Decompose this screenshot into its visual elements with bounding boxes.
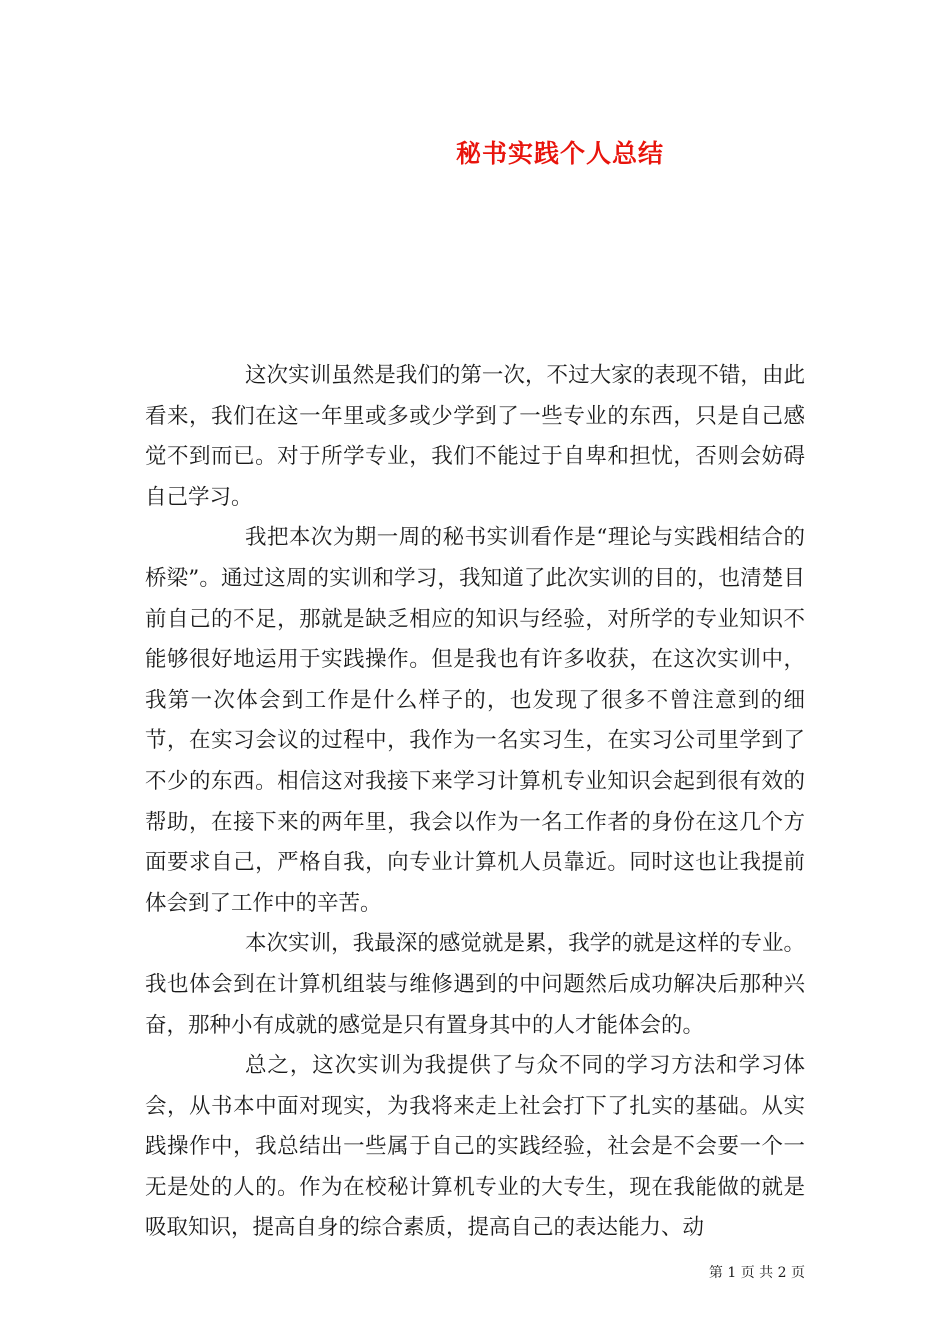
paragraph: 总之，这次实训为我提供了与众不同的学习方法和学习体会，从书本中面对现实，为我将来走上社会打下了扎实的基础。从实践操作中，我总结出一些属于自己的实践经验，社会是不会要一个一无是处的人的。作为在校秘计算机专业的大专生，现在我能做的就是吸取知识，提高自身的综合素质，提高自己的表达能力、动 bbox=[145, 1053, 805, 1241]
page-number-footer: 第 1 页 共 2 页 bbox=[708, 1265, 805, 1281]
paragraph: 我把本次为期一周的秘书实训看作是“理论与实践相结合的桥梁”。通过这周的实训和学习，我知道了此次实训的目的，也清楚目前自己的不足，那就是缺乏相应的知识与经验，对所学的专业知识不能够很好地运用于实践操作。但是我也有许多收获，在这次实训中，我第一次体会到工作是什么样子的，也发现了很多不曾注意到的细节，在实习会议的过程中，我作为一名实习生，在实习公司里学到了不少的东西。相信这对我接下来学习计算机专业知识会起到很有效的帮助，在接下来的两年里，我会以作为一名工作者的身份在这几个方面要求自己，严格自我，向专业计算机人员靠近。同时这也让我提前体会到了工作中的辛苦。 bbox=[145, 525, 805, 916]
paragraph: 这次实训虽然是我们的第一次，不过大家的表现不错，由此看来，我们在这一年里或多或少学到了一些专业的东西，只是自己感觉不到而已。对于所学专业，我们不能过于自卑和担忧，否则会妨碍自己学习。 bbox=[145, 363, 805, 510]
document-title: 秘书实践个人总结 bbox=[455, 139, 664, 168]
paragraph: 本次实训，我最深的感觉就是累，我学的就是这样的专业。我也体会到在计算机组装与维修遇到的中问题然后成功解决后那种兴奋，那种小有成就的感觉是只有置身其中的人才能体会的。 bbox=[145, 931, 805, 1038]
document-body bbox=[145, 356, 805, 1249]
